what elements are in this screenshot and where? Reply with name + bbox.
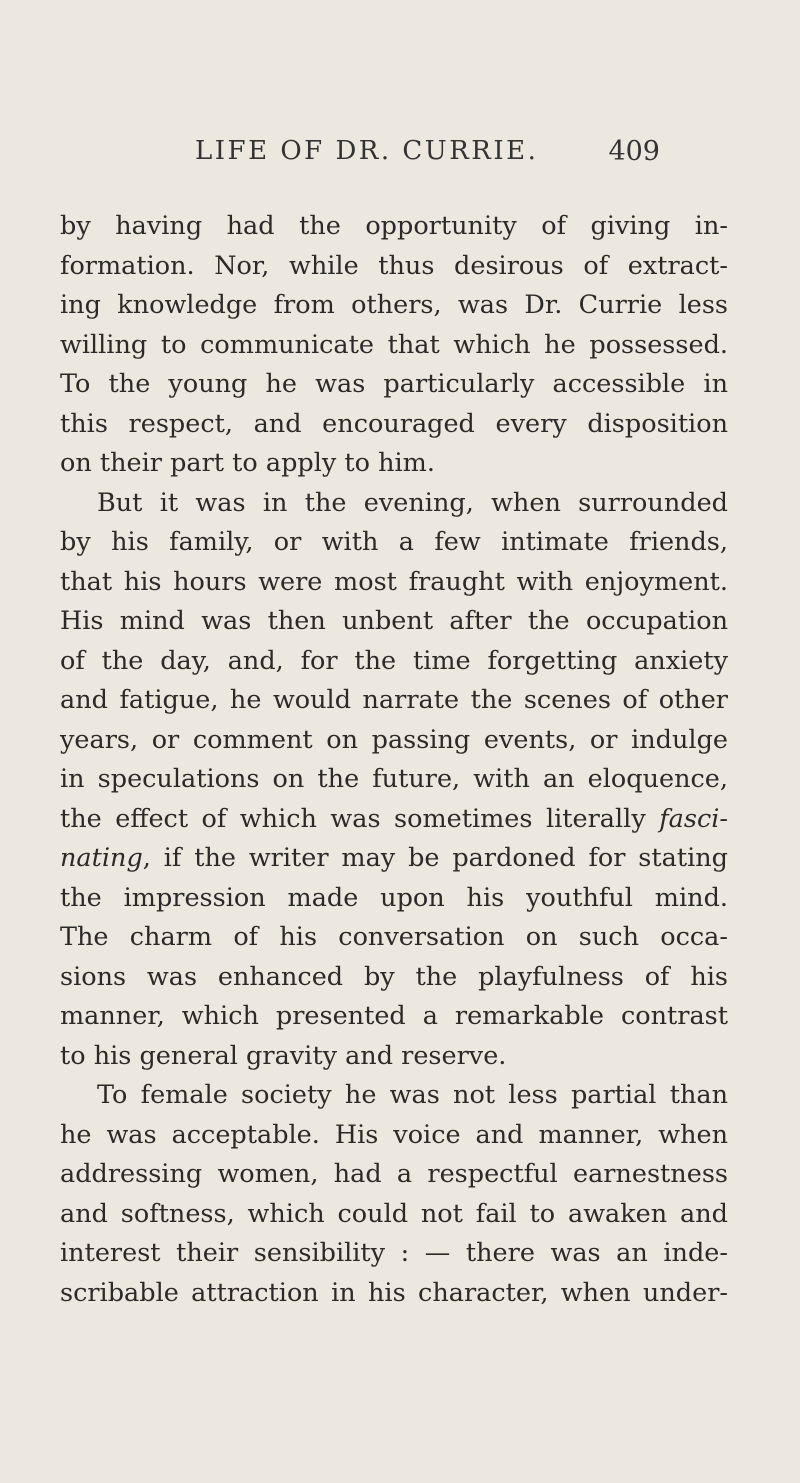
paragraph <box>60 1076 728 1313</box>
text-line: But it was in the evening, when surrounded <box>97 487 728 518</box>
running-head <box>195 136 660 176</box>
italic-word: nating <box>60 843 143 873</box>
text-line: the impression made upon his youthful mind. <box>60 882 728 913</box>
text-line: years, or comment on passing events, or indulge <box>60 724 728 755</box>
text-line: in speculations on the future, with an eloquence, <box>60 764 728 794</box>
text-line: His mind was then unbent after the occupation <box>60 606 728 636</box>
text-line: by his family, or with a few intimate friends, <box>60 527 728 557</box>
text-line: formation. Nor, while thus desirous of extract- <box>60 250 728 281</box>
text-line: by having had the opportunity of giving in- <box>60 211 728 241</box>
page-number: 409 <box>608 136 660 167</box>
text-line: addressing women, had a respectful earnestness <box>60 1159 728 1189</box>
text-line: this respect, and encouraged every disposition <box>60 408 728 439</box>
text-line: The charm of his conversation on such occa- <box>60 922 728 952</box>
text-line: nating, if the writer may be pardoned for stating <box>60 843 728 873</box>
text-line: of the day, and, for the time forgetting anxiety <box>60 645 728 676</box>
running-title: LIFE OF DR. CURRIE. <box>195 136 539 166</box>
italic-word: fasci- <box>659 803 728 834</box>
text-line: and fatigue, he would narrate the scenes of other <box>60 685 728 715</box>
text-line: interest their sensibility : — there was an inde- <box>60 1238 728 1268</box>
paragraph <box>60 207 728 484</box>
text-line: on their part to apply to him. <box>60 448 435 478</box>
text-line: that his hours were most fraught with enjoyment. <box>60 566 728 597</box>
text-line: manner, which presented a remarkable contrast <box>60 1001 728 1031</box>
text-line: ing knowledge from others, was Dr. Currie less <box>60 290 728 320</box>
text-line: he was acceptable. His voice and manner, when <box>60 1119 728 1150</box>
text-line: To female society he was not less partial than <box>97 1080 728 1110</box>
text-line: to his general gravity and reserve. <box>60 1040 507 1071</box>
text-line: and softness, which could not fail to awaken and <box>60 1198 728 1229</box>
text-line: To the young he was particularly accessible in <box>60 369 728 399</box>
text-line: willing to communicate that which he possessed. <box>60 329 728 360</box>
paragraph <box>60 484 728 1077</box>
body-text <box>60 207 728 1313</box>
text-line: scribable attraction in his character, when under- <box>60 1277 728 1308</box>
text-line: sions was enhanced by the playfulness of his <box>60 961 728 992</box>
text-line: the effect of which was sometimes literally fasci- <box>60 803 728 834</box>
